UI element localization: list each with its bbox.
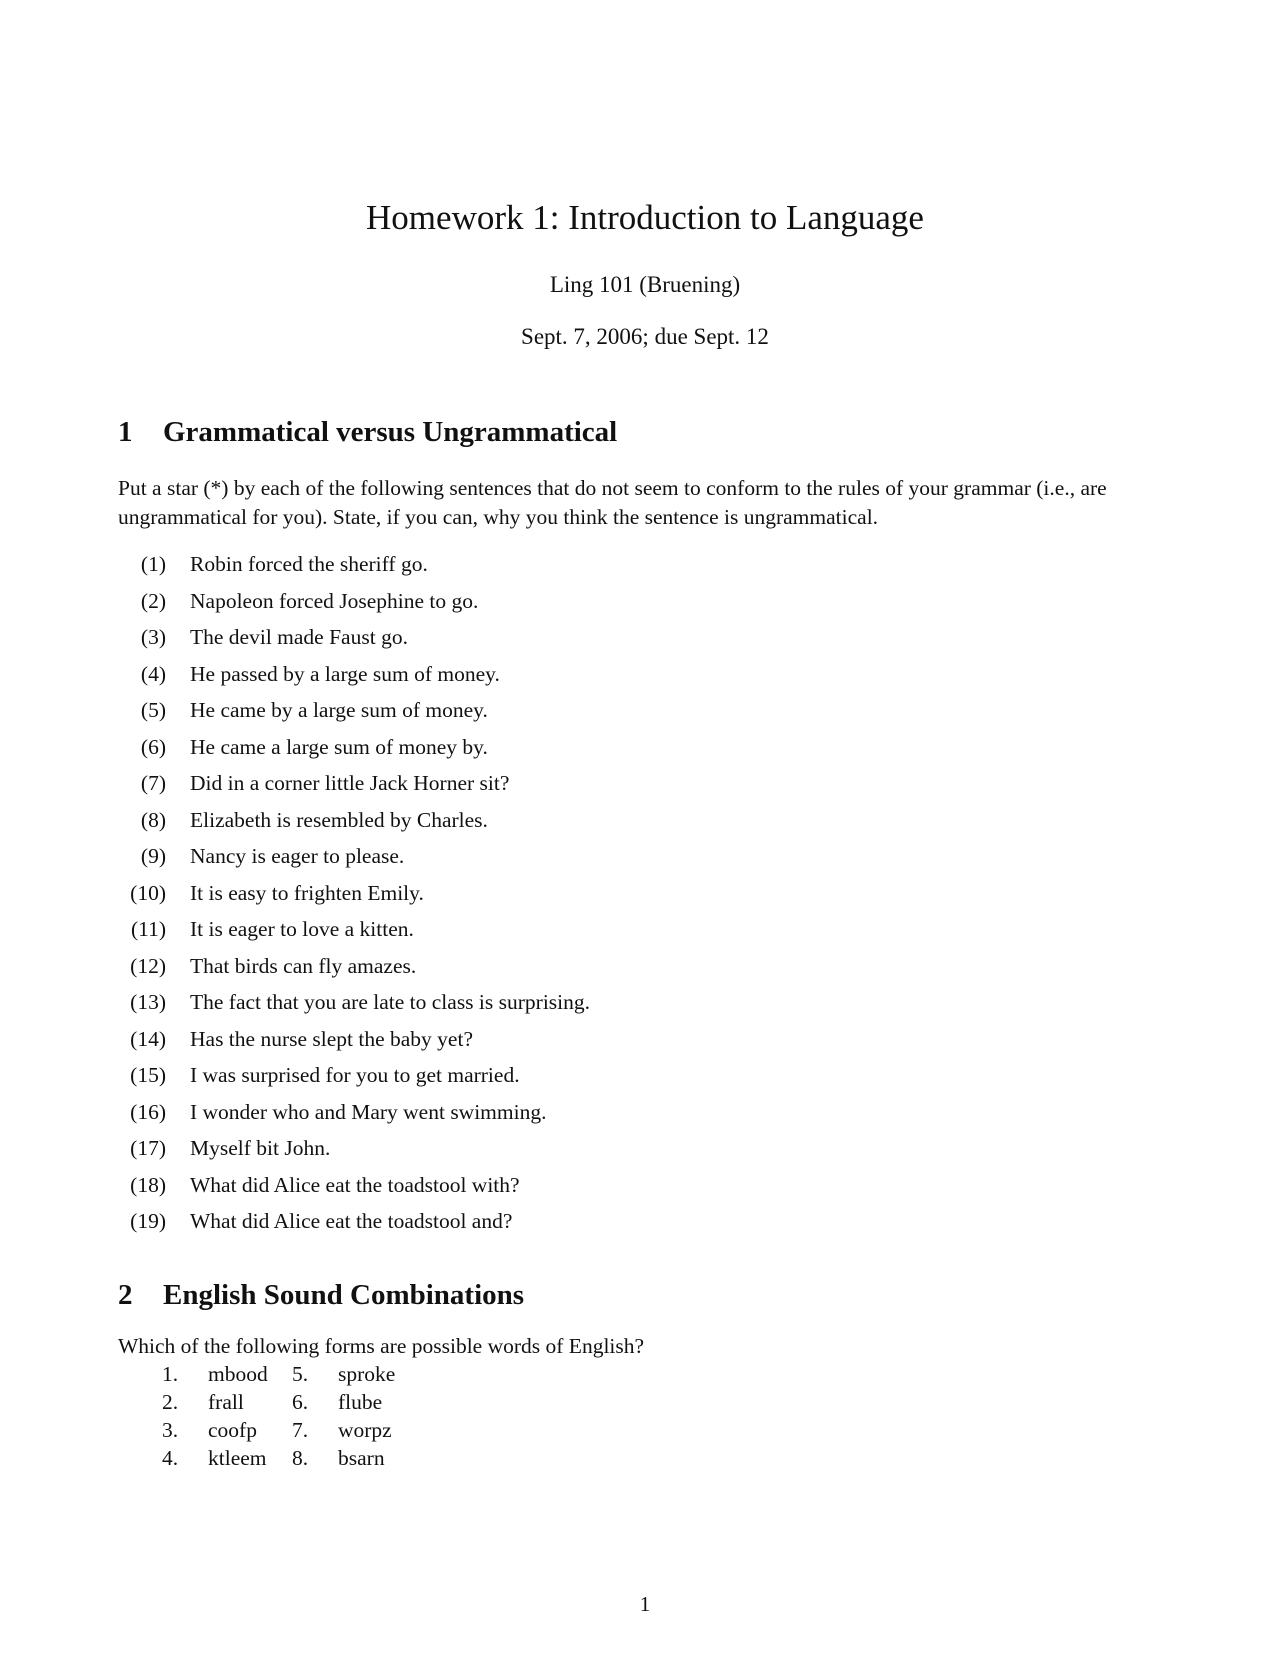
- example-number: (11): [130, 917, 166, 941]
- example-number: (13): [130, 990, 166, 1014]
- example-number: (19): [130, 1209, 166, 1233]
- example-sentence: I was surprised for you to get married.: [190, 1063, 520, 1087]
- example-item: [118, 1207, 1018, 1244]
- example-sentence: Myself bit John.: [190, 1136, 331, 1160]
- example-sentence: It is easy to frighten Emily.: [190, 880, 424, 905]
- word-row: [162, 1388, 422, 1416]
- word-form: worpz: [338, 1418, 392, 1442]
- word-number: 2.: [162, 1390, 179, 1414]
- example-sentence: What did Alice eat the toadstool with?: [190, 1172, 520, 1197]
- section-1-instructions: Put a star (*) by each of the following sentences that do not seem to conform to the rules of your grammar (i.e., are ungrammatical for you). State, if you can, why you think the sentence is ungrammatical.: [118, 476, 1107, 529]
- word-form: sproke: [338, 1362, 396, 1386]
- word-form: mbood: [208, 1362, 268, 1386]
- example-number: (4): [140, 661, 166, 686]
- word-row: [162, 1360, 422, 1388]
- word-form: bsarn: [338, 1446, 385, 1470]
- example-sentence: Nancy is eager to please.: [190, 844, 405, 868]
- word-form: coofp: [208, 1418, 257, 1442]
- example-item: [118, 842, 1018, 879]
- example-item: [118, 915, 1018, 952]
- word-number: 5.: [292, 1362, 309, 1386]
- example-number: (16): [130, 1099, 166, 1124]
- word-number: 6.: [292, 1390, 309, 1414]
- example-sentence: Elizabeth is resembled by Charles.: [190, 807, 488, 832]
- example-number: (1): [140, 552, 166, 576]
- section-2-number: 2: [118, 1279, 133, 1311]
- example-sentence: That birds can fly amazes.: [190, 953, 417, 978]
- word-number: 4.: [162, 1446, 179, 1470]
- example-item: [118, 660, 1018, 697]
- example-sentence: Robin forced the sheriff go.: [190, 552, 428, 576]
- example-sentence-list: [118, 550, 1018, 1244]
- candidate-words-table: [162, 1360, 422, 1472]
- word-form: frall: [208, 1390, 244, 1414]
- section-2-title: English Sound Combinations: [163, 1279, 525, 1311]
- example-sentence: I wonder who and Mary went swimming.: [190, 1099, 547, 1124]
- document-title: Homework 1: Introduction to Language: [366, 198, 924, 237]
- example-item: [118, 988, 1018, 1025]
- example-sentence: The devil made Faust go.: [190, 625, 408, 649]
- example-number: (3): [140, 625, 166, 649]
- example-number: (8): [140, 807, 166, 832]
- example-number: (6): [140, 734, 166, 759]
- example-number: (10): [130, 880, 166, 905]
- example-number: (17): [130, 1136, 166, 1160]
- example-number: (9): [140, 844, 166, 868]
- word-number: 3.: [162, 1418, 179, 1442]
- example-item: [118, 1098, 1018, 1135]
- section-1-heading: [118, 414, 617, 450]
- example-item: [118, 1171, 1018, 1208]
- example-item: [118, 1061, 1018, 1098]
- section-1-title: Grammatical versus Ungrammatical: [163, 416, 618, 448]
- document-author: Ling 101 (Bruening): [549, 272, 741, 297]
- example-item: [118, 1134, 1018, 1171]
- example-sentence: He came by a large sum of money.: [190, 698, 488, 722]
- example-item: [118, 952, 1018, 989]
- example-item: [118, 733, 1018, 770]
- section-2-heading: [118, 1277, 524, 1313]
- word-number: 7.: [292, 1418, 309, 1442]
- example-number: (5): [140, 698, 166, 722]
- example-sentence: Napoleon forced Josephine to go.: [190, 588, 479, 613]
- example-item: [118, 623, 1018, 660]
- word-row: [162, 1444, 422, 1472]
- example-item: [118, 769, 1018, 806]
- example-item: [118, 550, 1018, 587]
- example-number: (18): [130, 1172, 166, 1197]
- example-item: [118, 879, 1018, 916]
- example-item: [118, 1025, 1018, 1062]
- example-sentence: What did Alice eat the toadstool and?: [190, 1209, 513, 1233]
- example-sentence: Has the nurse slept the baby yet?: [190, 1026, 473, 1051]
- example-sentence: He came a large sum of money by.: [190, 734, 488, 759]
- section-1-number: 1: [118, 416, 133, 448]
- example-sentence: He passed by a large sum of money.: [190, 661, 500, 686]
- example-number: (15): [130, 1063, 166, 1087]
- example-sentence: It is eager to love a kitten.: [190, 917, 414, 941]
- example-number: (12): [130, 953, 166, 978]
- example-item: [118, 696, 1018, 733]
- page-number: 1: [639, 1592, 651, 1616]
- word-number: 8.: [292, 1446, 309, 1470]
- example-sentence: Did in a corner little Jack Horner sit?: [190, 771, 510, 795]
- word-number: 1.: [162, 1362, 179, 1386]
- example-number: (2): [140, 588, 166, 613]
- example-item: [118, 806, 1018, 843]
- word-row: [162, 1416, 422, 1444]
- document-date: Sept. 7, 2006; due Sept. 12: [521, 324, 769, 349]
- section-2-question: Which of the following forms are possible words of English?: [118, 1334, 645, 1358]
- word-form: ktleem: [208, 1446, 267, 1470]
- example-number: (14): [130, 1026, 166, 1051]
- example-sentence: The fact that you are late to class is surprising.: [190, 990, 591, 1014]
- word-form: flube: [338, 1390, 383, 1414]
- example-number: (7): [140, 771, 166, 795]
- example-item: [118, 587, 1018, 624]
